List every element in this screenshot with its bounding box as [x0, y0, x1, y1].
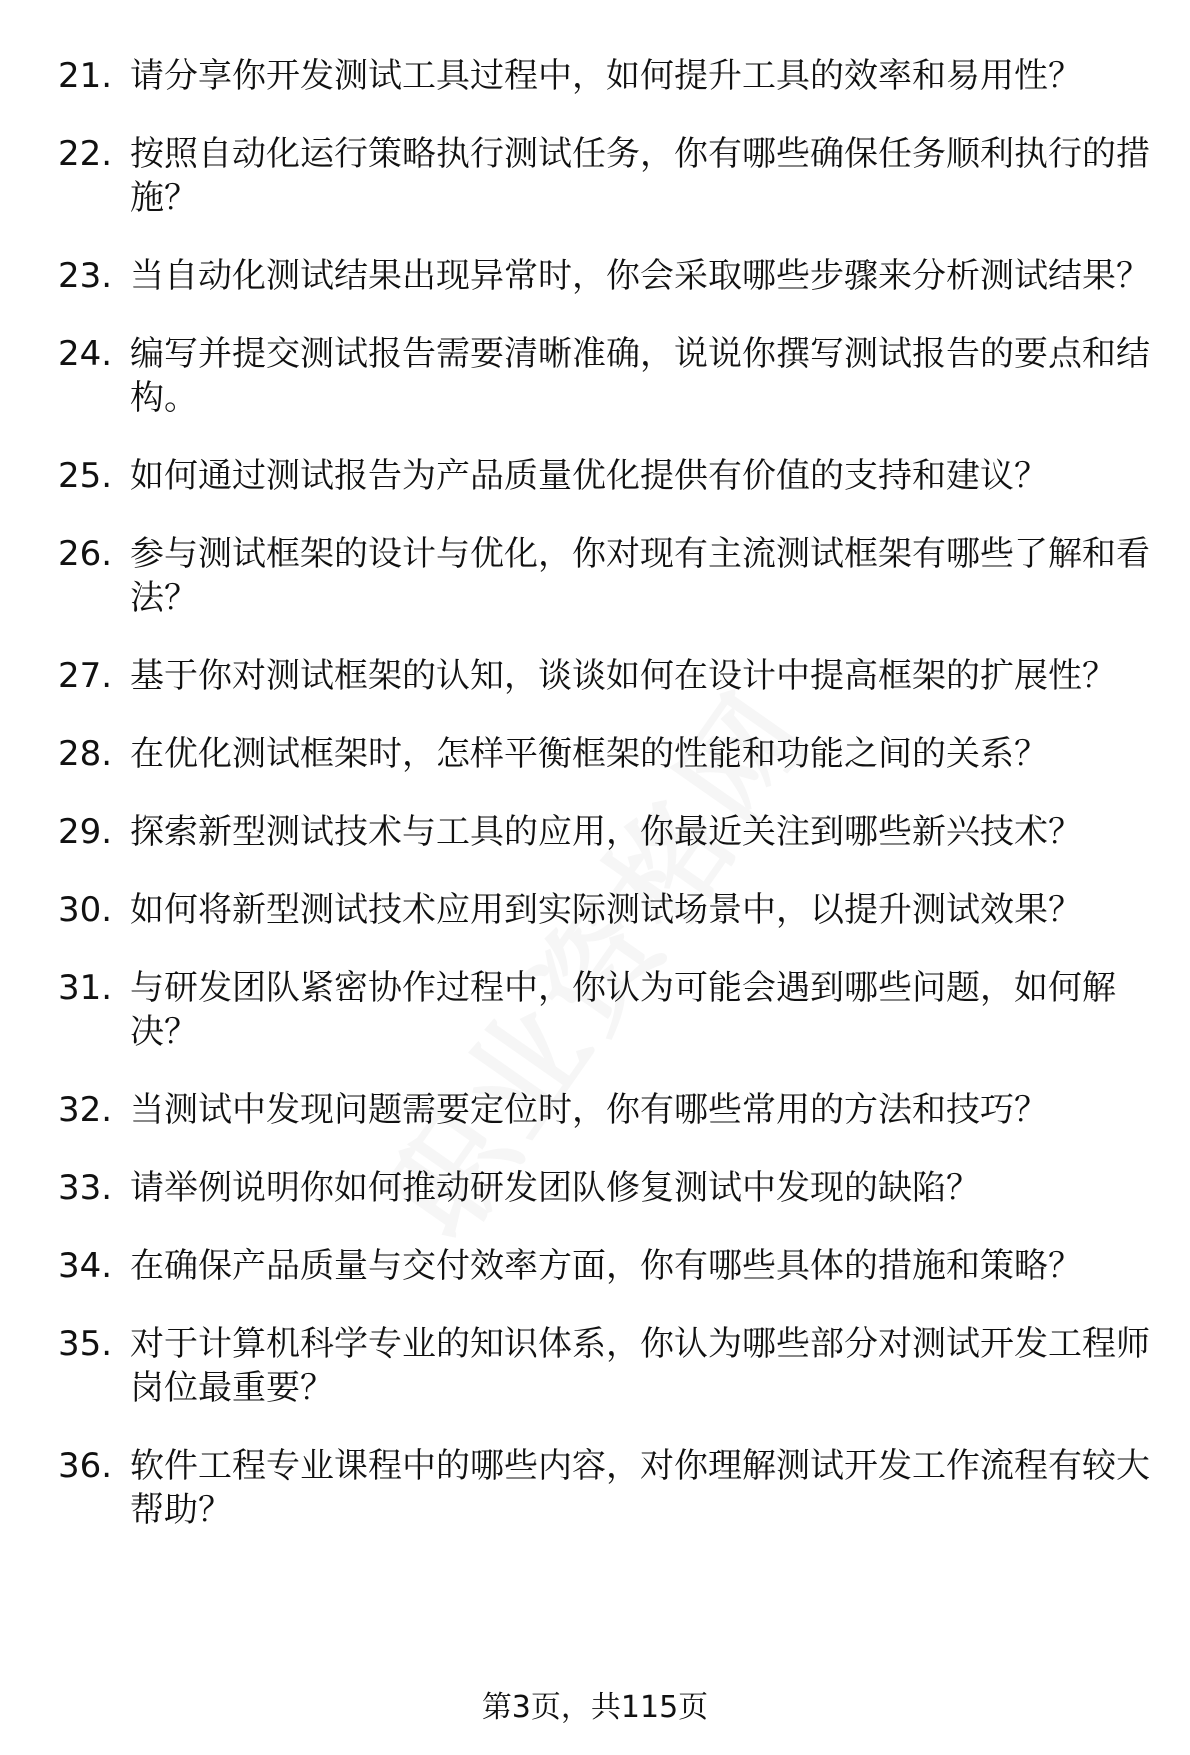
- question-number: 21.: [58, 56, 113, 96]
- question-item: [58, 1166, 1158, 1210]
- question-item: [58, 332, 1158, 420]
- question-text: 探索新型测试技术与工具的应用，你最近关注到哪些新兴技术？: [130, 812, 1082, 852]
- question-number: 31.: [58, 968, 113, 1008]
- question-text: 请分享你开发测试工具过程中，如何提升工具的效率和易用性？: [130, 56, 1082, 96]
- question-text: 按照自动化运行策略执行测试任务，你有哪些确保任务顺利执行的措施？: [130, 134, 1150, 218]
- question-number: 32.: [58, 1090, 113, 1130]
- question-item: [58, 810, 1158, 854]
- question-item: [58, 254, 1158, 298]
- question-number: 34.: [58, 1246, 113, 1286]
- question-item: [58, 532, 1158, 620]
- question-number: 23.: [58, 256, 113, 296]
- question-number: 25.: [58, 456, 113, 496]
- question-text: 在确保产品质量与交付效率方面，你有哪些具体的措施和策略？: [130, 1246, 1082, 1286]
- page-number-label: 第3页，共115页: [481, 1690, 709, 1725]
- question-text: 软件工程专业课程中的哪些内容，对你理解测试开发工作流程有较大帮助？: [130, 1446, 1150, 1530]
- question-text: 当测试中发现问题需要定位时，你有哪些常用的方法和技巧？: [130, 1090, 1048, 1130]
- question-text: 在优化测试框架时，怎样平衡框架的性能和功能之间的关系？: [130, 734, 1048, 774]
- question-text: 如何通过测试报告为产品质量优化提供有价值的支持和建议？: [130, 456, 1048, 496]
- question-number: 33.: [58, 1168, 113, 1208]
- question-item: [58, 454, 1158, 498]
- question-item: [58, 654, 1158, 698]
- question-item: [58, 1444, 1158, 1532]
- question-item: [58, 966, 1158, 1054]
- question-number: 24.: [58, 334, 113, 374]
- question-item: [58, 1322, 1158, 1410]
- question-text: 对于计算机科学专业的知识体系，你认为哪些部分对测试开发工程师岗位最重要？: [130, 1324, 1150, 1408]
- question-text: 参与测试框架的设计与优化，你对现有主流测试框架有哪些了解和看法？: [130, 534, 1150, 618]
- question-item: [58, 1244, 1158, 1288]
- question-item: [58, 1088, 1158, 1132]
- question-number: 35.: [58, 1324, 113, 1364]
- question-number: 36.: [58, 1446, 113, 1486]
- question-item: [58, 888, 1158, 932]
- question-item: [58, 132, 1158, 220]
- question-text: 编写并提交测试报告需要清晰准确，说说你撰写测试报告的要点和结构。: [130, 334, 1150, 418]
- question-number: 28.: [58, 734, 113, 774]
- question-text: 如何将新型测试技术应用到实际测试场景中，以提升测试效果？: [130, 890, 1082, 930]
- question-number: 27.: [58, 656, 113, 696]
- question-number: 29.: [58, 812, 113, 852]
- question-text: 请举例说明你如何推动研发团队修复测试中发现的缺陷？: [130, 1168, 980, 1208]
- question-number: 30.: [58, 890, 113, 930]
- question-text: 与研发团队紧密协作过程中，你认为可能会遇到哪些问题，如何解决？: [130, 968, 1116, 1052]
- question-item: [58, 54, 1158, 98]
- page-footer: [0, 1688, 1190, 1728]
- question-list: [58, 54, 1158, 1566]
- question-item: [58, 732, 1158, 776]
- question-number: 22.: [58, 134, 113, 174]
- question-number: 26.: [58, 534, 113, 574]
- question-text: 基于你对测试框架的认知，谈谈如何在设计中提高框架的扩展性？: [130, 656, 1116, 696]
- question-text: 当自动化测试结果出现异常时，你会采取哪些步骤来分析测试结果？: [130, 256, 1150, 296]
